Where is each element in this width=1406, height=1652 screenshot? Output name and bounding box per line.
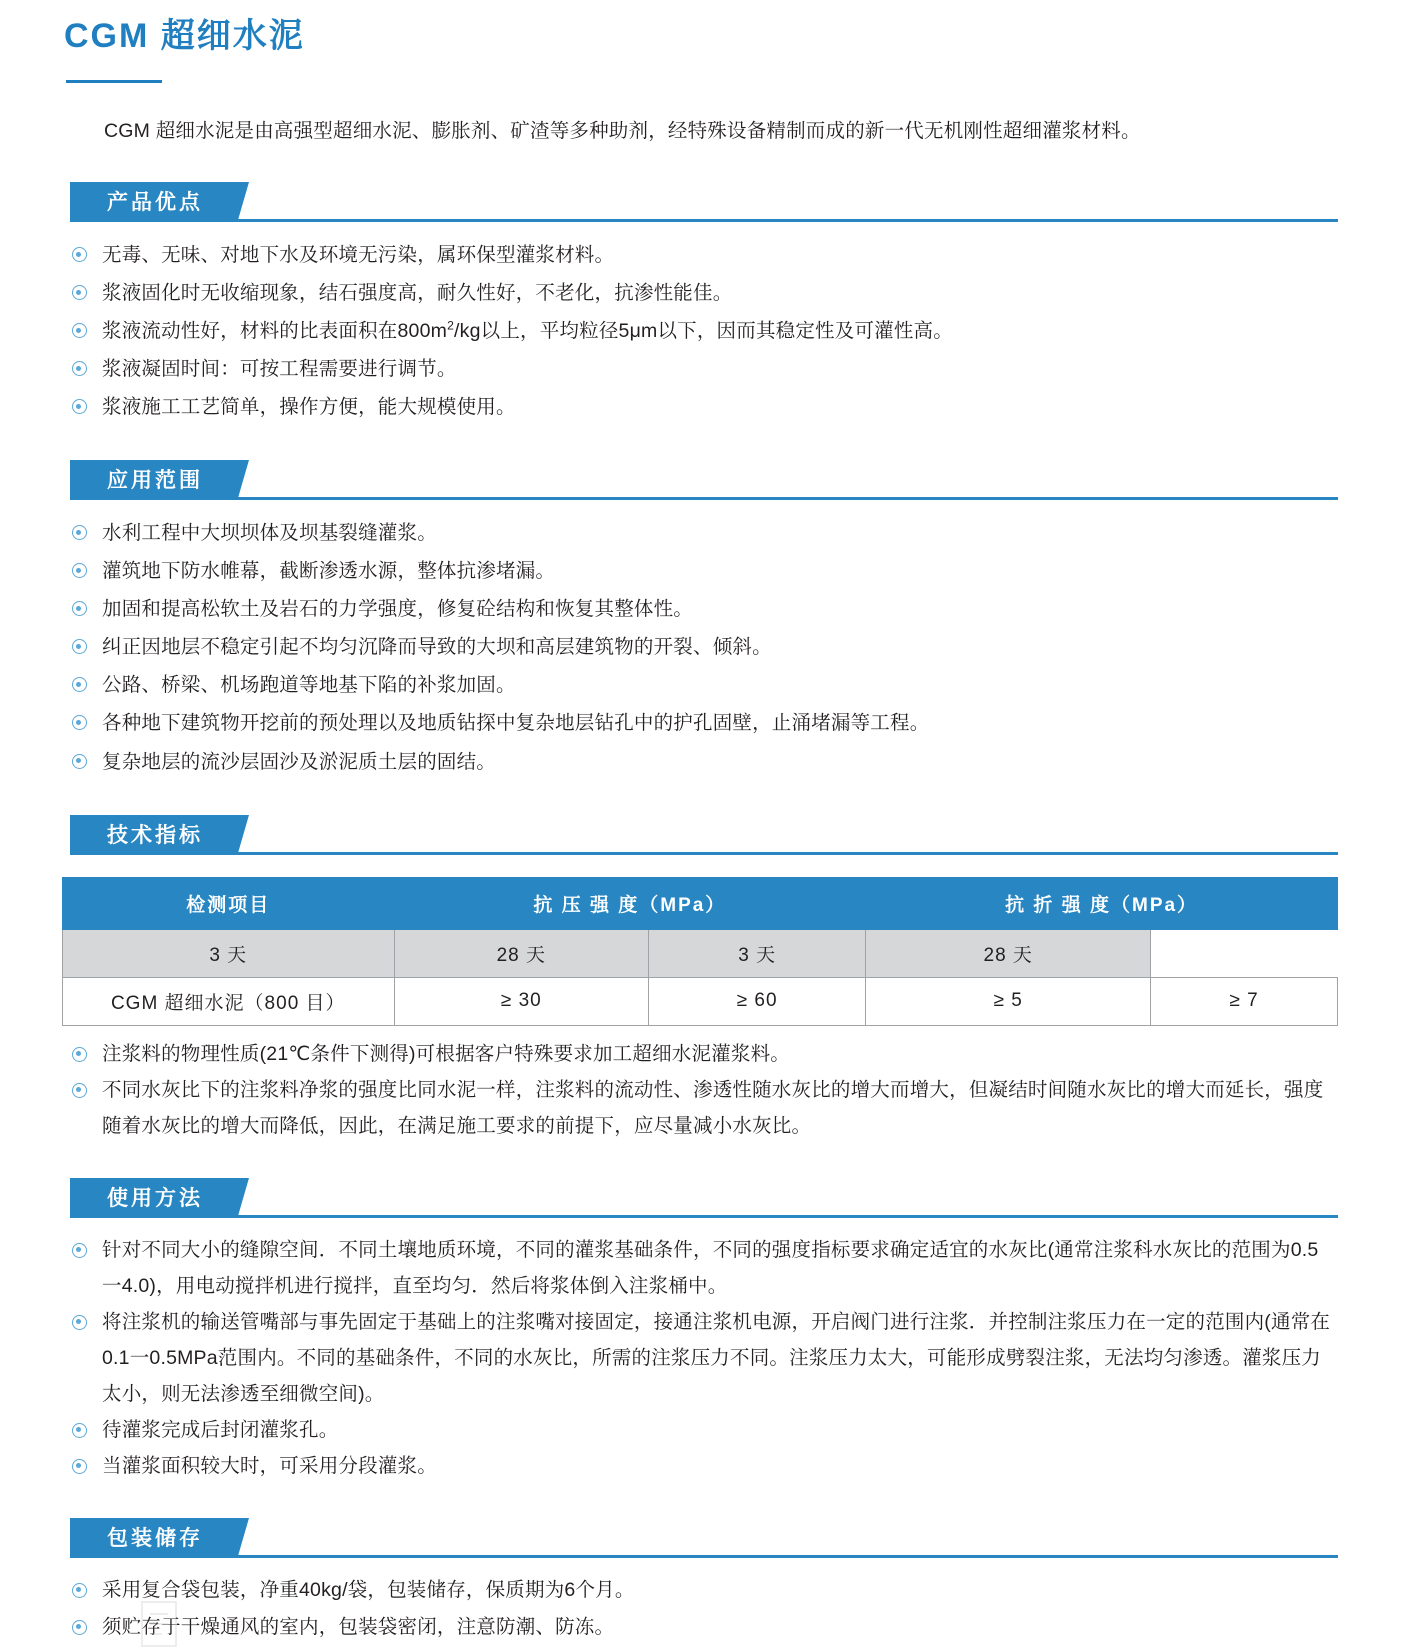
list-item-text: 浆液凝固时间：可按工程需要进行调节。 — [102, 358, 457, 381]
page-title: CGM 超细水泥 — [64, 17, 305, 55]
table-subheader-cell: 28 天 — [866, 929, 1151, 977]
bullet-icon — [72, 715, 87, 730]
table-header-cell: 抗 压 强 度（MPa） — [394, 877, 866, 929]
section-packaging — [62, 1518, 1338, 1646]
bullet-icon — [72, 563, 87, 578]
list-item-text: 各种地下建筑物开挖前的预处理以及地质钻探中复杂地层钻孔中的护孔固壁，止涌堵漏等工程。 — [102, 712, 930, 735]
list-item — [70, 1448, 1338, 1484]
list-item — [70, 312, 1338, 350]
list-item — [70, 1072, 1338, 1144]
bullet-icon — [72, 525, 87, 540]
table-subheader-cell: 3 天 — [63, 929, 395, 977]
list-item — [70, 628, 1338, 666]
section-technical-specs — [62, 815, 1338, 1144]
list-item — [70, 1036, 1338, 1072]
bullet-icon — [72, 639, 87, 654]
bullet-icon — [72, 323, 87, 338]
section-heading — [62, 815, 1338, 855]
table-cell-name: CGM 超细水泥（800 目） — [63, 977, 395, 1025]
table-header-cell: 抗 折 强 度（MPa） — [866, 877, 1338, 929]
list-item-text: 当灌浆面积较大时，可采用分段灌浆。 — [102, 1455, 437, 1478]
section-applications — [62, 460, 1338, 780]
section-heading-label: 包装储存 — [70, 1518, 238, 1556]
bullet-icon — [72, 1243, 87, 1258]
list-item — [70, 274, 1338, 312]
table-subheader-row — [63, 929, 1338, 977]
list-item — [70, 350, 1338, 388]
list-item — [70, 743, 1338, 781]
spec-table — [62, 877, 1338, 1026]
list-item-text: 不同水灰比下的注浆料净浆的强度比同水泥一样，注浆料的流动性、渗透性随水灰比的增大而增大，但凝结时间随水灰比的增大而延长，强度随着水灰比的增大而降低，因此，在满足施工要求的前提下，应尽量减小水灰比。 — [102, 1078, 1324, 1137]
list-item-text: 须贮存于干燥通风的室内，包装袋密闭，注意防潮、防冻。 — [102, 1616, 615, 1639]
section-heading-rule — [70, 497, 1338, 500]
table-cell-value: ≥ 60 — [649, 977, 866, 1025]
list-item-text: 针对不同大小的缝隙空间．不同土壤地质环境，不同的灌浆基础条件，不同的强度指标要求确定适宜的水灰比(通常注浆科水灰比的范围为0.5一4.0)，用电动搅拌机进行搅拌，直至均匀．然后将浆体倒入注浆桶中。 — [102, 1238, 1319, 1297]
list-item — [70, 704, 1338, 742]
title-underline — [66, 80, 162, 83]
packaging-list — [62, 1572, 1338, 1646]
list-item — [70, 1232, 1338, 1304]
list-item-text: 公路、桥梁、机场跑道等地基下陷的补浆加固。 — [102, 674, 516, 697]
list-item-text: 无毒、无味、对地下水及环境无污染，属环保型灌浆材料。 — [102, 244, 615, 267]
decorative-watermark-icon — [128, 1596, 192, 1652]
bullet-icon — [72, 1083, 87, 1098]
list-item — [70, 1609, 1338, 1646]
list-item-text: 采用复合袋包装，净重40kg/袋，包装储存，保质期为6个月。 — [102, 1579, 635, 1602]
advantages-list — [62, 236, 1338, 426]
list-item — [70, 514, 1338, 552]
list-item-text: 复杂地层的流沙层固沙及淤泥质土层的固结。 — [102, 750, 497, 773]
section-usage — [62, 1178, 1338, 1484]
table-cell-value: ≥ 7 — [1151, 977, 1338, 1025]
table-header-row — [63, 877, 1338, 929]
bullet-icon — [72, 1047, 87, 1062]
list-item — [70, 552, 1338, 590]
table-subheader-cell: 28 天 — [394, 929, 649, 977]
list-item-text: 将注浆机的输送管嘴部与事先固定于基础上的注浆嘴对接固定，接通注浆机电源，开启阀门进行注浆．并控制注浆压力在一定的范围内(通常在0.1一0.5MPa范围内。不同的基础条件，不同的水灰比，所需的注浆压力不同。注浆压力太大，可能形成劈裂注浆，无法均匀渗透。灌浆压力太小，则无法渗透至细微空间)。 — [102, 1310, 1331, 1405]
table-cell-value: ≥ 30 — [394, 977, 649, 1025]
bullet-icon — [72, 1620, 87, 1635]
bullet-icon — [72, 1315, 87, 1330]
list-item-text: 水利工程中大坝坝体及坝基裂缝灌浆。 — [102, 522, 437, 545]
section-heading-rule — [70, 852, 1338, 855]
list-item-text: 灌筑地下防水帷幕，截断渗透水源，整体抗渗堵漏。 — [102, 560, 556, 583]
bullet-icon — [72, 399, 87, 414]
bullet-icon — [72, 285, 87, 300]
section-advantages — [62, 182, 1338, 426]
section-heading — [62, 1178, 1338, 1218]
section-heading-rule — [70, 1555, 1338, 1558]
list-item — [70, 236, 1338, 274]
list-item-text: 加固和提高松软土及岩石的力学强度，修复砼结构和恢复其整体性。 — [102, 598, 694, 621]
list-item-text: 浆液固化时无收缩现象，结石强度高，耐久性好，不老化，抗渗性能佳。 — [102, 282, 733, 305]
list-item-text: 注浆料的物理性质(21℃条件下测得)可根据客户特殊要求加工超细水泥灌浆料。 — [102, 1042, 790, 1065]
bullet-icon — [72, 1459, 87, 1474]
section-heading-label: 应用范围 — [70, 460, 238, 498]
section-heading — [62, 182, 1338, 222]
usage-list — [62, 1232, 1338, 1484]
bullet-icon — [72, 1583, 87, 1598]
section-heading-label: 产品优点 — [70, 182, 238, 220]
list-item — [70, 388, 1338, 426]
bullet-icon — [72, 754, 87, 769]
list-item-text: 纠正因地层不稳定引起不均匀沉降而导致的大坝和高层建筑物的开裂、倾斜。 — [102, 636, 772, 659]
bullet-icon — [72, 361, 87, 376]
bullet-icon — [72, 1423, 87, 1438]
bullet-icon — [72, 247, 87, 262]
section-heading — [62, 460, 1338, 500]
list-item — [70, 1572, 1338, 1609]
list-item — [70, 1304, 1338, 1412]
applications-list — [62, 514, 1338, 780]
bullet-icon — [72, 677, 87, 692]
section-heading-rule — [70, 1215, 1338, 1218]
table-header-cell: 检测项目 — [63, 877, 395, 929]
spec-table-head — [63, 877, 1338, 929]
section-heading-label: 技术指标 — [70, 815, 238, 853]
section-heading — [62, 1518, 1338, 1558]
intro-paragraph: CGM 超细水泥是由高强型超细水泥、膨胀剂、矿渣等多种助剂，经特殊设备精制而成的新一代无机刚性超细灌浆材料。 — [104, 120, 1141, 143]
list-item-text: 待灌浆完成后封闭灌浆孔。 — [102, 1419, 339, 1442]
table-row — [63, 977, 1338, 1025]
list-item — [70, 590, 1338, 628]
spec-notes-list — [62, 1036, 1338, 1144]
section-heading-rule — [70, 219, 1338, 222]
table-subheader-cell: 3 天 — [649, 929, 866, 977]
table-cell-value: ≥ 5 — [866, 977, 1151, 1025]
bullet-icon — [72, 601, 87, 616]
spec-table-body — [63, 929, 1338, 1025]
list-item-text: 浆液流动性好，材料的比表面积在$800m^2/kg$以上，平均粒径5μm以下，因而其稳定性及可灌性高。 — [102, 318, 953, 343]
list-item-text: 浆液施工工艺简单，操作方便，能大规模使用。 — [102, 396, 516, 419]
list-item — [70, 1412, 1338, 1448]
section-heading-label: 使用方法 — [70, 1178, 238, 1216]
list-item — [70, 666, 1338, 704]
